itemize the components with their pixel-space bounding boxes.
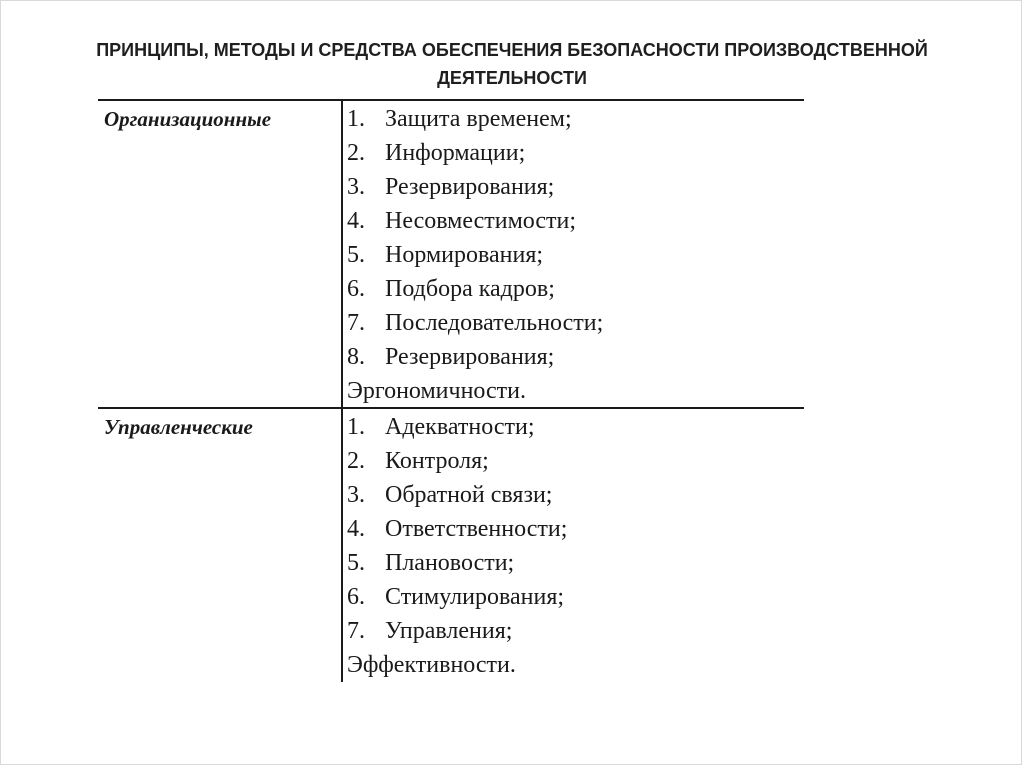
list-item bbox=[347, 614, 567, 648]
item-text: Нормирования; bbox=[385, 242, 544, 268]
item-number: 5. bbox=[347, 242, 365, 268]
item-number: 3. bbox=[347, 482, 365, 508]
item-text: Резервирования; bbox=[385, 344, 555, 370]
item-text: Защита временем; bbox=[385, 106, 572, 132]
item-text: Эргономичности. bbox=[347, 378, 527, 404]
item-number: 2. bbox=[347, 140, 365, 166]
item-text: Несовместимости; bbox=[385, 208, 577, 234]
list-item bbox=[347, 136, 603, 170]
item-text: Адекватности; bbox=[385, 414, 535, 440]
category-organizational: Организационные bbox=[104, 107, 272, 131]
slide-title: ПРИНЦИПЫ, МЕТОДЫ И СРЕДСТВА ОБЕСПЕЧЕНИЯ БЕЗОПАСНОСТИ ПРОИЗВОДСТВЕННОЙ ДЕЯТЕЛЬНОСТИ bbox=[96, 40, 928, 88]
item-number: 6. bbox=[347, 584, 365, 610]
list-item bbox=[347, 648, 567, 682]
list-item bbox=[347, 340, 603, 374]
item-number: 7. bbox=[347, 310, 365, 336]
table-column-divider bbox=[341, 99, 343, 682]
list-item bbox=[347, 238, 603, 272]
list-item bbox=[347, 546, 567, 580]
item-number: 3. bbox=[347, 174, 365, 200]
item-number: 4. bbox=[347, 208, 365, 234]
list-item bbox=[347, 444, 567, 478]
list-item bbox=[347, 512, 567, 546]
item-number: 5. bbox=[347, 550, 365, 576]
table-top-rule bbox=[98, 99, 804, 101]
item-number: 1. bbox=[347, 414, 365, 440]
managerial-list bbox=[347, 410, 567, 682]
item-text: Ответственности; bbox=[385, 516, 568, 542]
organizational-list bbox=[347, 102, 603, 408]
item-text: Информации; bbox=[385, 140, 526, 166]
category-managerial: Управленческие bbox=[104, 415, 253, 439]
list-item bbox=[347, 478, 567, 512]
item-text: Эффективности. bbox=[347, 652, 516, 678]
item-text: Управления; bbox=[385, 618, 513, 644]
item-text: Последовательности; bbox=[385, 310, 604, 336]
list-item bbox=[347, 204, 603, 238]
item-text: Контроля; bbox=[385, 448, 489, 474]
item-text: Стимулирования; bbox=[385, 584, 565, 610]
list-item bbox=[347, 374, 603, 408]
item-number: 7. bbox=[347, 618, 365, 644]
list-item bbox=[347, 272, 603, 306]
item-number: 4. bbox=[347, 516, 365, 542]
item-number: 8. bbox=[347, 344, 365, 370]
list-item bbox=[347, 102, 603, 136]
list-item bbox=[347, 580, 567, 614]
item-number: 6. bbox=[347, 276, 365, 302]
list-item bbox=[347, 170, 603, 204]
item-text: Обратной связи; bbox=[385, 482, 553, 508]
item-number: 2. bbox=[347, 448, 365, 474]
item-number: 1. bbox=[347, 106, 365, 132]
list-item bbox=[347, 306, 603, 340]
item-text: Плановости; bbox=[385, 550, 515, 576]
item-text: Резервирования; bbox=[385, 174, 555, 200]
list-item bbox=[347, 410, 567, 444]
item-text: Подбора кадров; bbox=[385, 276, 555, 302]
